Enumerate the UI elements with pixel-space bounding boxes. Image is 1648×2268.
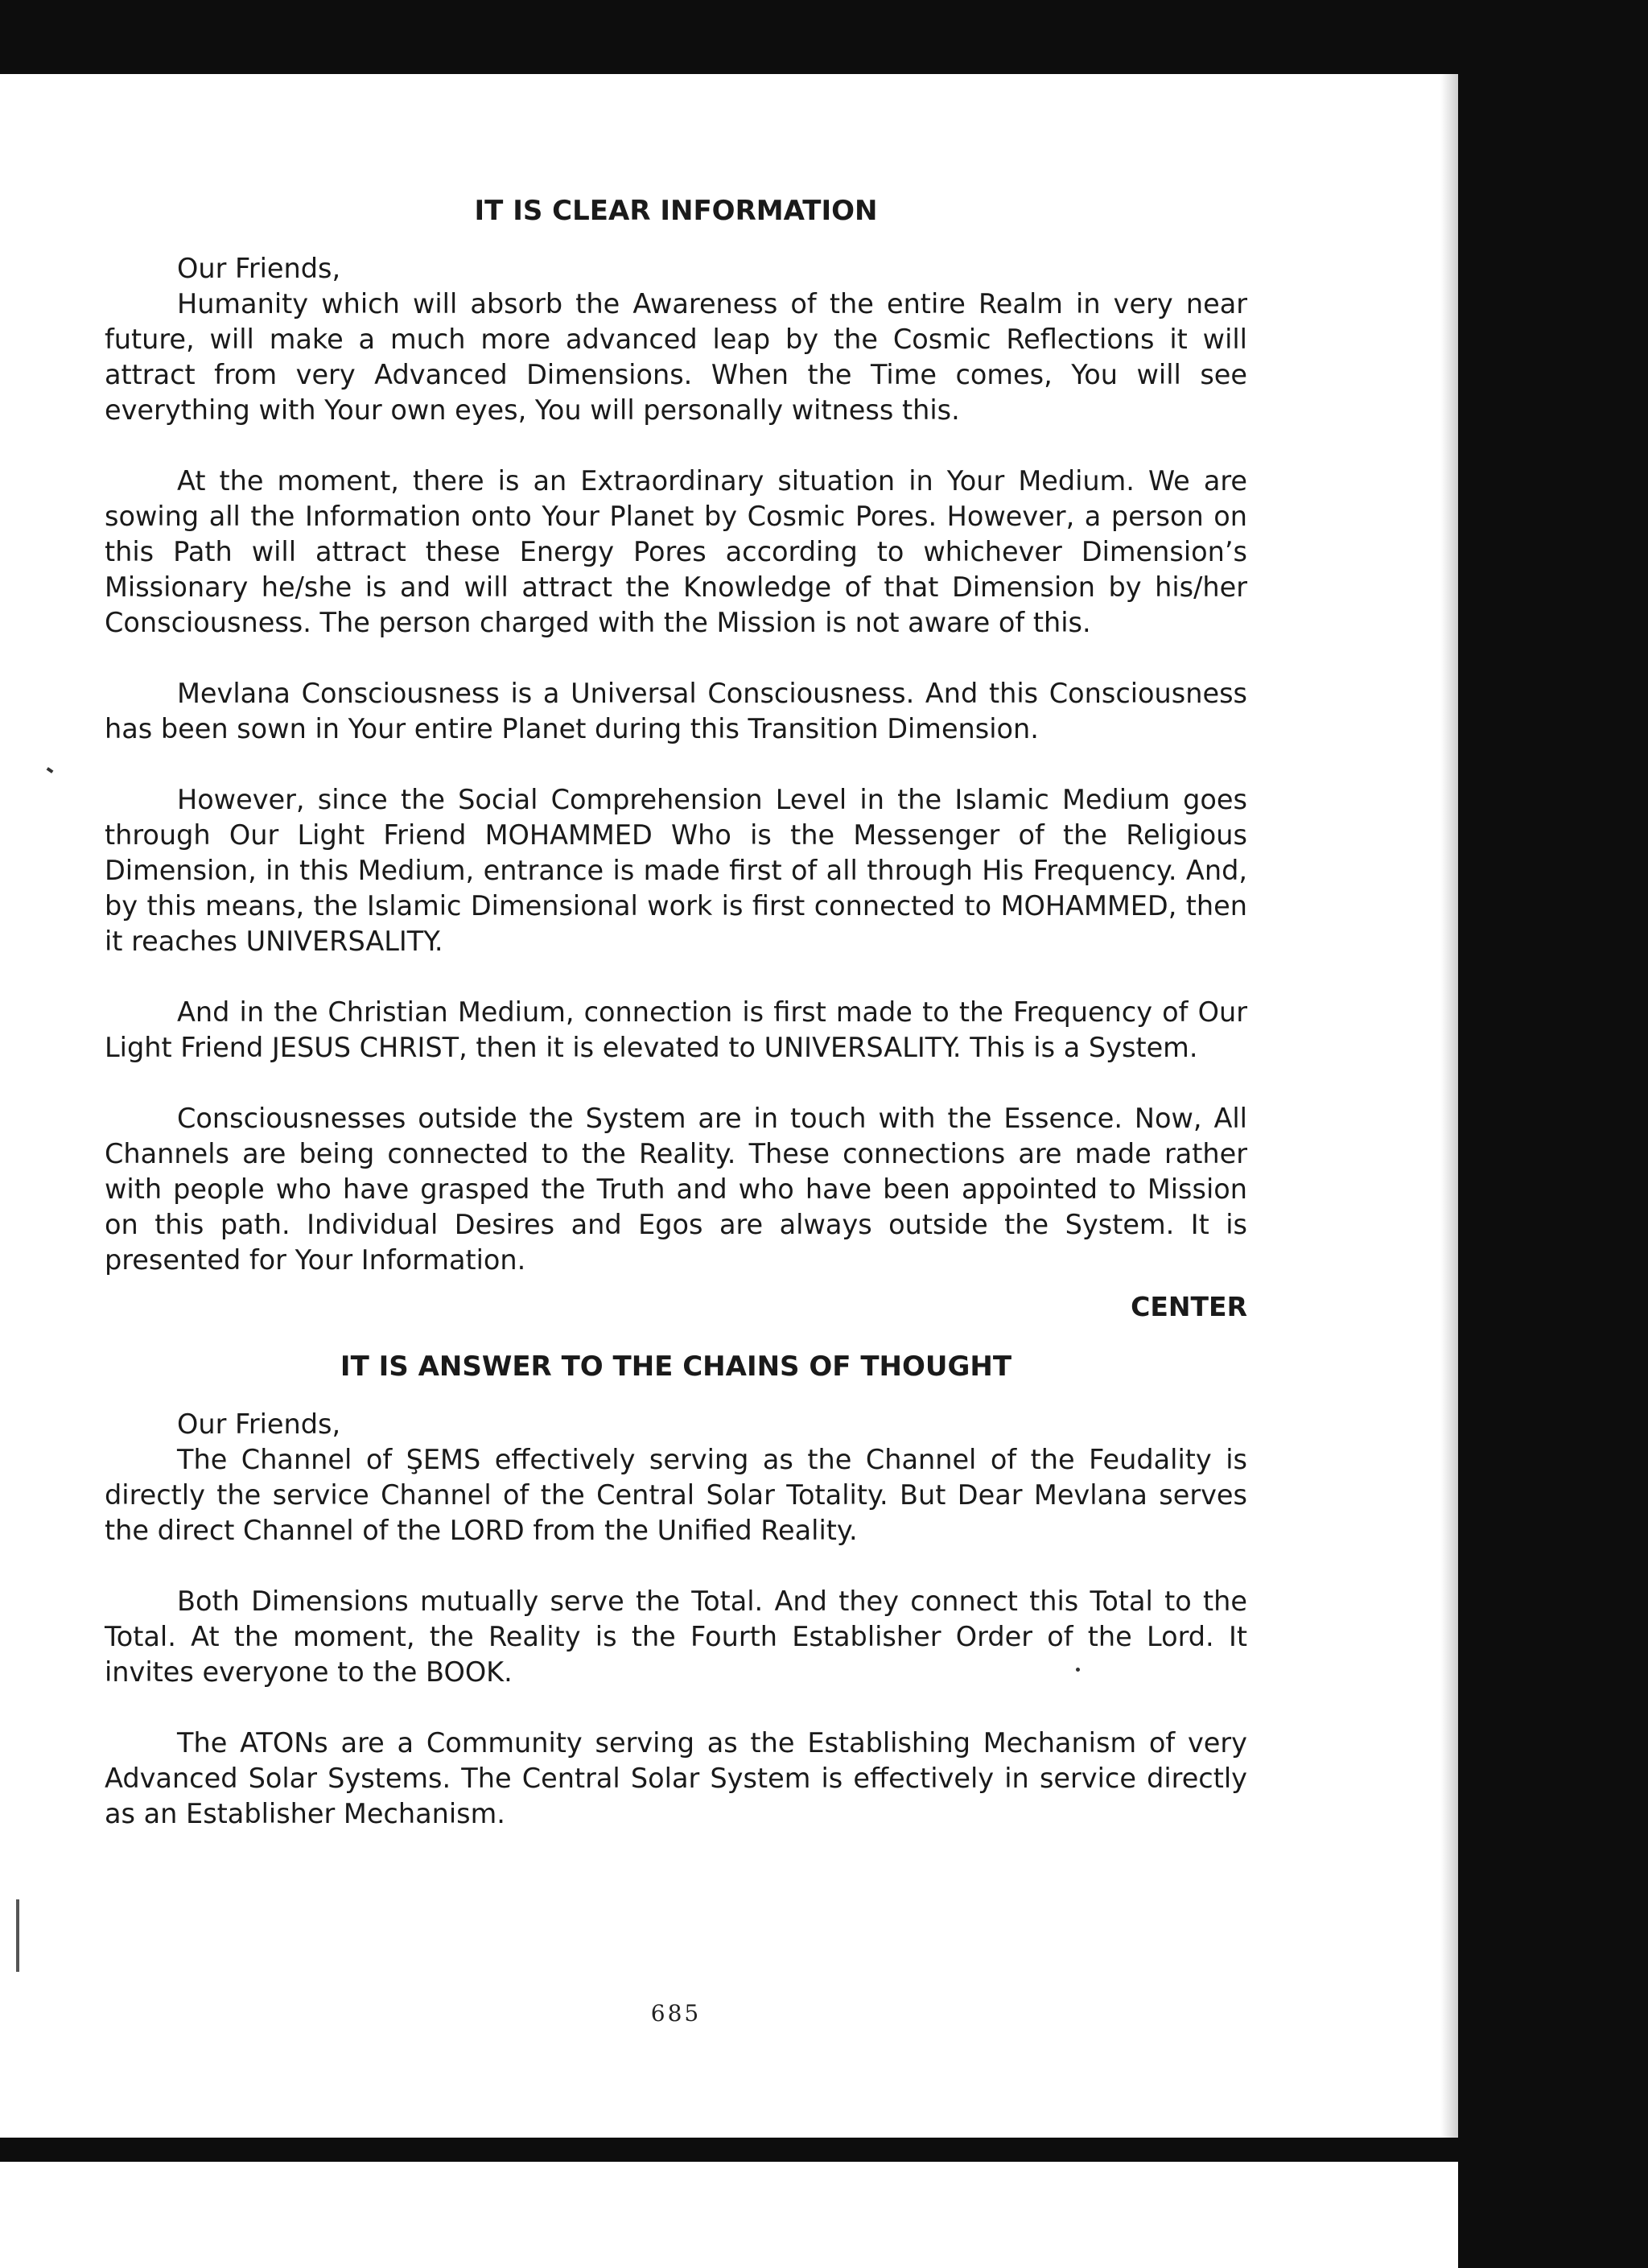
scan-border-right — [1458, 0, 1648, 2268]
signature: CENTER — [1131, 1291, 1247, 1322]
paragraph: Humanity which will absorb the Awareness of the entire Realm in very near future, will make a much more advanced leap by the Cosmic Reflections it will attract from very Advanced Dimensions. When the Time comes, You will see everything with Your own eyes, You will personally witness this. — [105, 288, 1247, 426]
section-title: IT IS ANSWER TO THE CHAINS OF THOUGHT — [340, 1350, 1012, 1383]
binding-mark — [16, 1899, 19, 1972]
salutation: Our Friends, — [177, 1408, 341, 1440]
salutation: Our Friends, — [177, 253, 341, 284]
paragraph: The Channel of ŞEMS effectively serving as the Channel of the Feudality is directly the service Channel of the Central Solar Totality. But Dear Mevlana serves the direct Channel of the LORD from the Unified Reality. — [105, 1444, 1247, 1546]
paragraph: Mevlana Consciousness is a Universal Consciousness. And this Consciousness has been sown in Your entire Planet during this Transition Dimension. — [105, 678, 1247, 744]
paragraph: Consciousnesses outside the System are in touch with the Essence. Now, All Channels are being connected to the Reality. These connections are made rather with people who have grasped the Truth and who have been appointed to Mission on this path. Individual Desires and Egos are always outside the System. It is presented for Your Information. — [105, 1103, 1247, 1276]
page-number: 685 — [650, 2000, 702, 2027]
paragraph: And in the Christian Medium, connection is first made to the Frequency of Our Light Friend JESUS CHRIST, then it is elevated to UNIVERSALITY. This is a System. — [105, 996, 1247, 1063]
scan-border-top — [0, 0, 1648, 74]
section-chains-of-thought — [105, 1349, 1247, 1832]
section-clear-information — [105, 193, 1247, 1325]
scan-margin-bottom — [0, 2162, 1458, 2268]
page-content — [105, 193, 1247, 1867]
section-title: IT IS CLEAR INFORMATION — [474, 195, 878, 227]
paragraph: However, since the Social Comprehension Level in the Islamic Medium goes through Our Light Friend MOHAMMED Who is the Messenger of the Religious Dimension, in this Medium, entrance is made first of all through His Frequency. And, by this means, the Islamic Dimensional work is first connected to MOHAMMED, then it reaches UNIVERSALITY. — [105, 784, 1247, 957]
paragraph: At the moment, there is an Extraordinary situation in Your Medium. We are sowing all the Information onto Your Planet by Cosmic Pores. However, a person on this Path will attract these Energy Pores according to whichever Dimension’s Missionary he/she is and will attract the Knowledge of that Dimension by his/her Consciousness. The person charged with the Mission is not aware of this. — [105, 465, 1247, 638]
page-edge-shadow — [1440, 74, 1458, 2138]
paragraph: Both Dimensions mutually serve the Total. And they connect this Total to the Total. At the moment, the Reality is the Fourth Establisher Order of the Lord. It invites everyone to the BOOK. — [105, 1586, 1247, 1688]
paragraph: The ATONs are a Community serving as the Establishing Mechanism of very Advanced Solar Systems. The Central Solar System is effectively in service directly as an Establisher Mechanism. — [105, 1727, 1247, 1829]
